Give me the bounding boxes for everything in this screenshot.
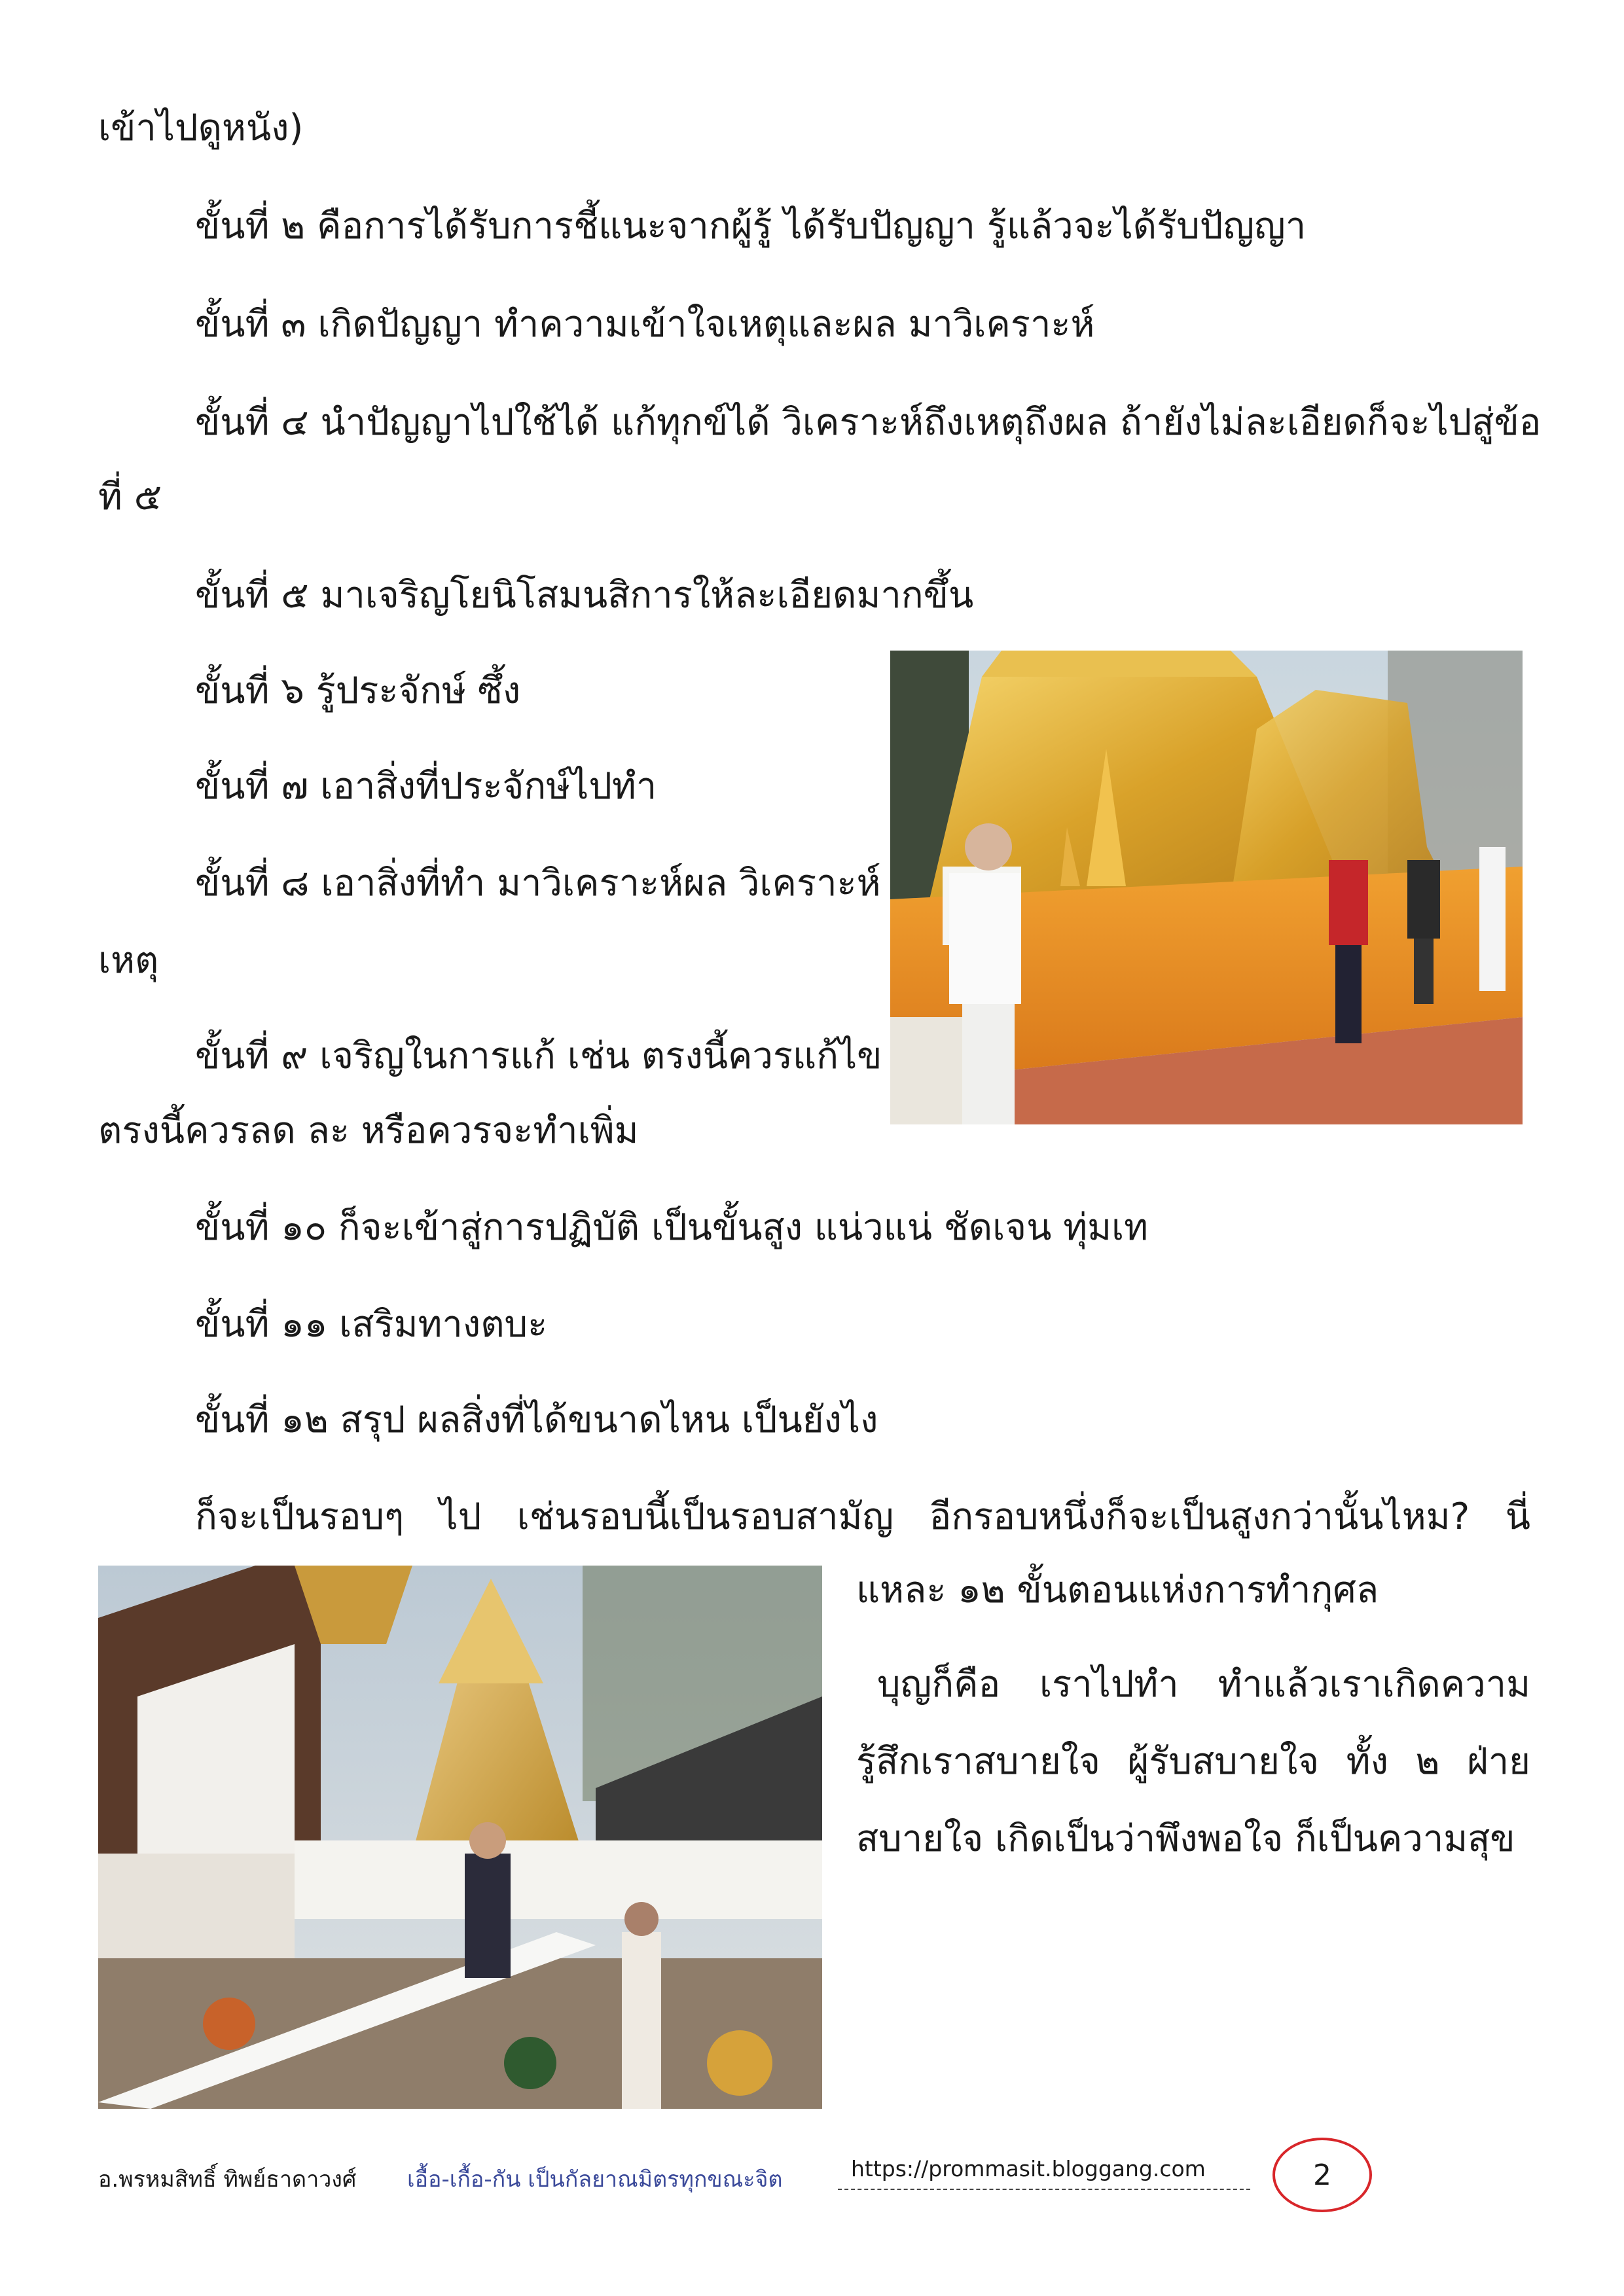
page-number-label: 2: [1313, 2158, 1331, 2192]
paragraph-b-line-1: บุญก็คือ เราไปทำ ทำแล้วเราเกิดความ: [877, 1663, 1530, 1706]
text-line-intro: เข้าไปดูหนัง): [98, 107, 304, 149]
paragraph-b-line-3: สบายใจ เกิดเป็นว่าพึงพอใจ ก็เป็นความสุข: [856, 1818, 1515, 1860]
footer-slogan: เอื้อ-เกื้อ-กัน เป็นกัลยาณมิตรทุกขณะจิต: [407, 2166, 783, 2193]
paragraph-a-line-2: แหละ ๑๒ ขั้นตอนแห่งการทำกุศล: [856, 1569, 1379, 1611]
step-9: ขั้นที่ ๙ เจริญในการแก้ เช่น ตรงนี้ควรแก้ไข: [195, 1035, 882, 1077]
step-8: ขั้นที่ ๘ เอาสิ่งที่ทำ มาวิเคราะห์ผล วิเคราะห์: [195, 862, 881, 905]
step-7: ขั้นที่ ๗ เอาสิ่งที่ประจักษ์ไปทำ: [195, 765, 657, 808]
step-11: ขั้นที่ ๑๑ เสริมทางตบะ: [195, 1303, 548, 1346]
temple-offering-photo: [98, 1566, 822, 2109]
paragraph-a-line-1: ก็จะเป็นรอบๆ ไป เช่นรอบนี้เป็นรอบสามัญ อีกรอบหนึ่งก็จะเป็นสูงกว่านั้นไหม? นี่: [195, 1496, 1530, 1538]
footer-dashed-rule: [838, 2189, 1250, 2190]
page-number: [1272, 2138, 1372, 2212]
step-5: ขั้นที่ ๕ มาเจริญโยนิโสมนสิการให้ละเอียดมากขึ้น: [195, 574, 974, 617]
step-6: ขั้นที่ ๖ รู้ประจักษ์ ซึ้ง: [195, 670, 521, 712]
step-4-continuation: ที่ ๕: [98, 476, 162, 518]
temple-stupa-photo: [890, 651, 1523, 1124]
step-12: ขั้นที่ ๑๒ สรุป ผลสิ่งที่ได้ขนาดไหน เป็นยังไง: [195, 1399, 878, 1441]
step-4: ขั้นที่ ๔ นำปัญญาไปใช้ได้ แก้ทุกข์ได้ วิเคราะห์ถึงเหตุถึงผล ถ้ายังไม่ละเอียดก็จะไปสู่ข้อ: [195, 401, 1542, 444]
footer-url[interactable]: https://prommasit.bloggang.com: [851, 2156, 1206, 2181]
step-2: ขั้นที่ ๒ คือการได้รับการชี้แนะจากผู้รู้ ได้รับปัญญา รู้แล้วจะได้รับปัญญา: [195, 205, 1307, 247]
step-8-continuation: เหตุ: [98, 939, 159, 982]
paragraph-b-line-2: รู้สึกเราสบายใจ ผู้รับสบายใจ ทั้ง ๒ ฝ่าย: [856, 1740, 1530, 1783]
step-9-continuation: ตรงนี้ควรลด ละ หรือควรจะทำเพิ่ม: [98, 1109, 639, 1152]
step-3: ขั้นที่ ๓ เกิดปัญญา ทำความเข้าใจเหตุและผล มาวิเคราะห์: [195, 303, 1095, 346]
footer-author: อ.พรหมสิทธิ์ ทิพย์ธาดาวงศ์: [98, 2166, 357, 2193]
step-10: ขั้นที่ ๑๐ ก็จะเข้าสู่การปฏิบัติ เป็นขั้นสูง แน่วแน่ ชัดเจน ทุ่มเท: [195, 1206, 1149, 1249]
